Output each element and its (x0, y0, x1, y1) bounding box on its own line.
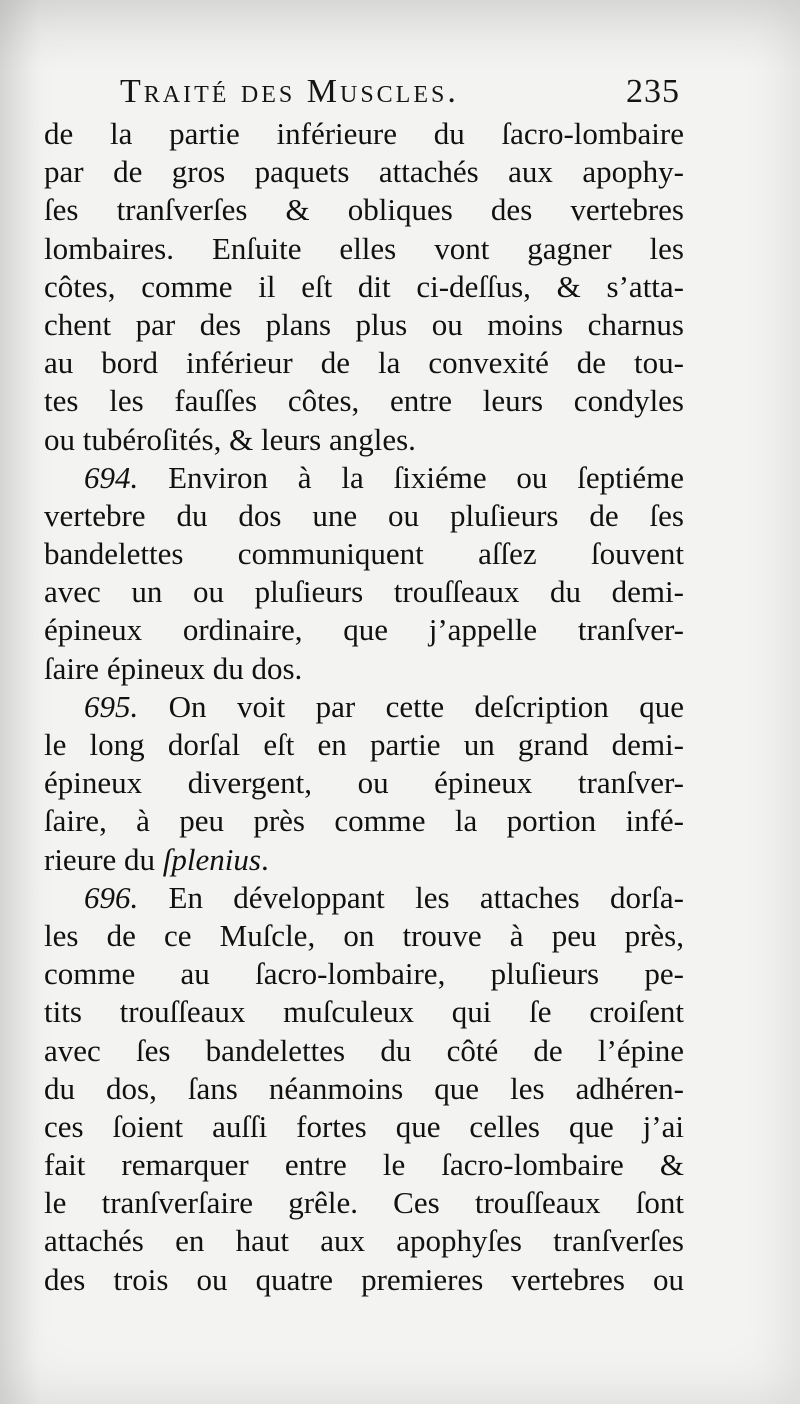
text-line (44, 1032, 684, 1070)
line-text: des trois ou quatre premieres vertebres ou (44, 1261, 684, 1297)
text-line (44, 726, 684, 764)
line-text: du dos, ſans néanmoins que les adhéren- (44, 1070, 684, 1106)
text-line (44, 1184, 684, 1222)
text-line (44, 1146, 684, 1184)
line-text: côtes, comme il eſt dit ci-deſſus, & s’atta- (44, 268, 684, 304)
text-line (44, 1222, 684, 1260)
italic-term: ſplenius (162, 841, 261, 877)
text-line (44, 1261, 684, 1299)
line-text: les de ce Muſcle, on trouve à peu près, (44, 917, 684, 953)
paragraph-number: 696. (84, 879, 139, 915)
text-line (44, 230, 684, 268)
line-text: vertebre du dos une ou pluſieurs de ſes (44, 497, 684, 533)
line-text: ſaire épineux du dos. (44, 650, 303, 686)
line-text: chent par des plans plus ou moins charnus (44, 306, 684, 342)
line-text: de la partie inférieure du ſacro-lombaire (44, 116, 684, 151)
text-line (44, 306, 684, 344)
body-text (44, 115, 684, 1299)
line-text: tits trouſſeaux muſculeux qui ſe croiſent (44, 994, 684, 1030)
line-text: ces ſoient auſſi fortes que celles que j’ai (44, 1108, 684, 1144)
text-line (44, 650, 684, 688)
text-line (44, 191, 684, 229)
line-text: En développant les attaches dorſa- (138, 879, 684, 915)
text-line (44, 688, 684, 726)
line-text: par de gros paquets attachés aux apophy- (44, 154, 684, 190)
line-text: le long dorſal eſt en partie un grand demi- (44, 727, 684, 762)
text-line (44, 764, 684, 802)
text-line (44, 611, 684, 649)
line-text: épineux divergent, ou épineux tranſver- (44, 765, 684, 801)
line-text: bandelettes communiquent aſſez ſouvent (44, 536, 684, 572)
running-head (120, 72, 680, 112)
text-line (44, 802, 684, 840)
line-punctuation: . (260, 841, 269, 877)
text-line (44, 1070, 684, 1108)
text-line (44, 382, 684, 420)
text-line (44, 573, 684, 611)
line-text: rieure du (44, 841, 163, 877)
text-line (44, 497, 684, 535)
line-text: Environ à la ſixiéme ou ſeptiéme (138, 459, 684, 495)
text-line (44, 268, 684, 306)
line-text: fait remarquer entre le ſacro-lombaire & (44, 1147, 684, 1183)
line-text: On voit par cette deſcription que (138, 688, 684, 724)
paragraph-number: 694. (84, 459, 139, 495)
line-text: au bord inférieur de la convexité de tou- (44, 345, 684, 381)
line-text: avec ſes bandelettes du côté de l’épine (44, 1032, 684, 1068)
line-text: attachés en haut aux apophyſes tranſverſes (44, 1223, 684, 1259)
text-line (44, 153, 684, 191)
line-text: épineux ordinaire, que j’appelle tranſver- (44, 612, 684, 648)
text-line (44, 459, 684, 497)
running-head-title: Traité des Muscles. (120, 73, 459, 110)
text-line (44, 1108, 684, 1146)
line-text: le tranſverſaire grêle. Ces trouſſeaux ſont (44, 1185, 684, 1221)
text-line (44, 344, 684, 382)
text-line (44, 115, 684, 153)
text-line (44, 879, 684, 917)
text-line (44, 535, 684, 573)
line-text: avec un ou pluſieurs trouſſeaux du demi- (44, 574, 684, 610)
paragraph-number: 695. (84, 688, 139, 724)
line-text: ſaire, à peu près comme la portion infé- (44, 803, 684, 839)
line-text: comme au ſacro-lombaire, pluſieurs pe- (44, 956, 684, 992)
line-text: lombaires. Enſuite elles vont gagner les (44, 230, 684, 266)
text-line (44, 841, 684, 879)
text-line (44, 917, 684, 955)
text-line (44, 993, 684, 1031)
line-text: ſes tranſverſes & obliques des vertebres (44, 192, 684, 228)
text-line (44, 421, 684, 459)
text-line (44, 955, 684, 993)
line-text: ou tubéroſités, & leurs angles. (44, 421, 416, 457)
page-number: 235 (626, 73, 680, 110)
line-text: tes les fauſſes côtes, entre leurs condyles (44, 383, 684, 419)
